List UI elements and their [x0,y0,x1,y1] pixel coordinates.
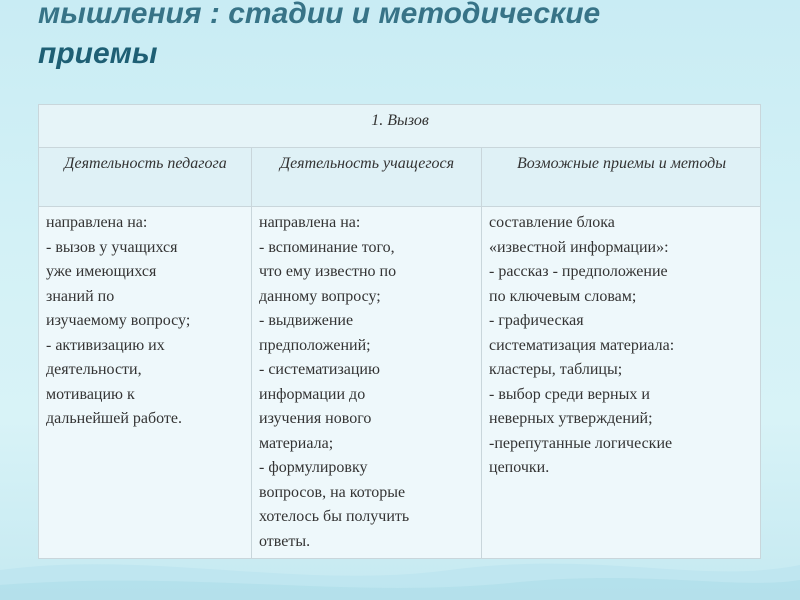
cell-text-line: знаний по [46,287,115,305]
cell-text-line: цепочки. [489,459,550,476]
stage-header: 1. Вызов [39,105,761,148]
cell-text-line: направлена на: [259,214,361,231]
slide-title-line-2: приемы [38,37,158,70]
column-header-line: Деятельность [279,155,379,172]
cell-text-line: - рассказ - предположение [489,263,668,280]
cell-text-line: уже имеющихся [46,263,157,280]
cell-text-line: - систематизацию [259,361,380,378]
column-header-line: приемы и методы [602,155,727,172]
cell-text-line: «известной информации»: [489,238,669,256]
content-row [39,207,761,559]
column-header-row [39,148,761,207]
cell-text-line: изучения нового [259,410,372,427]
cell-text-line: вопросов, на которые [259,483,406,501]
cell-text-line: дальнейшей работе. [46,410,182,427]
cell-text-line: предположений; [259,336,371,354]
cell-text-line: - активизацию их [46,336,165,354]
slide-title-line-1: мышления : стадии и методические [38,0,601,30]
cell-text-line: - графическая [489,312,584,329]
cell-text-line: мотивацию к [46,385,135,403]
cell-text-line: по ключевым словам; [489,287,637,305]
cell-text-line: хотелось бы получить [259,508,410,525]
column-header-line: учащегося [383,155,455,172]
cell-text-line: - вызов у учащихся [46,238,178,256]
teacher-activity-cell [39,207,252,559]
cell-text-line: - вспоминание того, [259,238,395,256]
student-activity-cell [252,207,482,559]
column-header-line: Деятельность [64,155,164,172]
cell-text-line: неверных утверждений; [489,410,653,427]
cell-text-line: составление блока [489,214,615,231]
cell-text-line: - выбор среди верных и [489,385,650,403]
column-header-student [252,148,482,207]
cell-text-line: - выдвижение [259,312,354,329]
cell-text-line: информации до [259,385,366,403]
cell-text-line: направлена на: [46,214,148,231]
cell-text-line: -перепутанные логические [489,434,673,452]
column-header-teacher [39,148,252,207]
cell-text-line: данному вопросу; [259,287,381,305]
methods-table [38,104,761,559]
cell-text-line: кластеры, таблицы; [489,361,623,378]
cell-text-line: изучаемому вопросу; [46,312,191,329]
stage-header-row [39,105,761,148]
column-header-methods [482,148,761,207]
cell-text-line: деятельности, [46,361,142,378]
methods-cell [482,207,761,559]
cell-text-line: ответы. [259,532,311,550]
cell-text-line: - формулировку [259,459,368,476]
cell-text-line: систематизация материала: [489,336,675,354]
cell-text-line: что ему известно по [259,263,397,280]
column-header-line: педагога [167,155,227,172]
slide-title [38,0,778,74]
cell-text-line: материала; [259,434,334,452]
column-header-line: Возможные [516,155,599,172]
